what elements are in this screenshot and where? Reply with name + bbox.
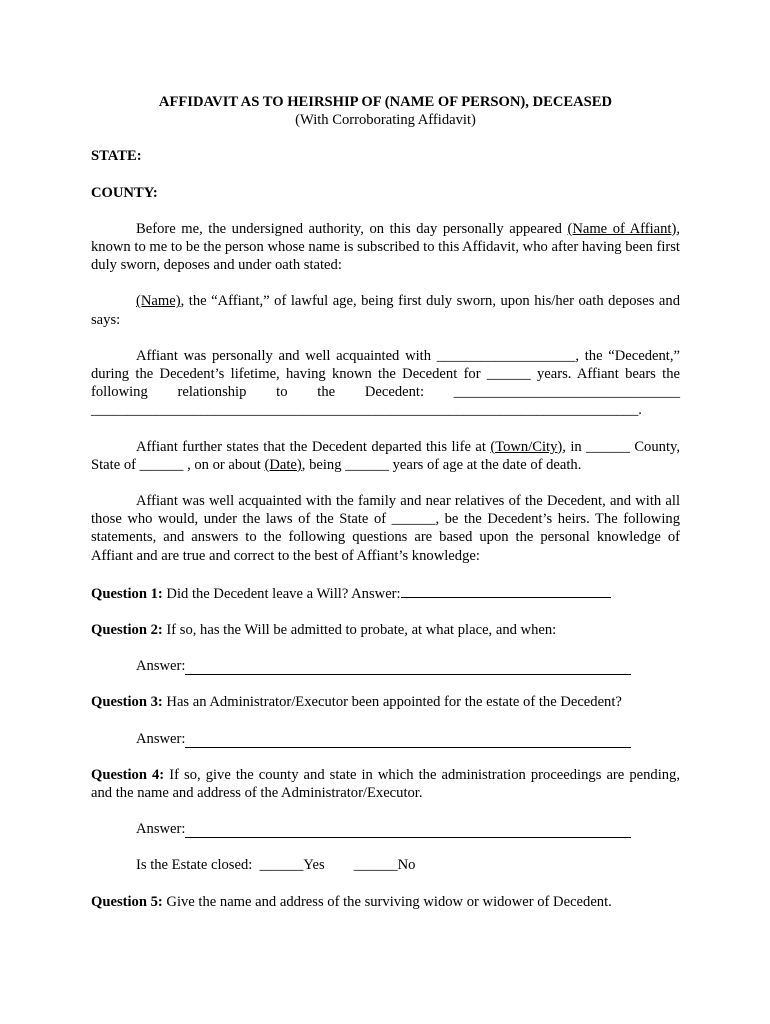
question-1 bbox=[91, 583, 680, 603]
p4-text-before: Affiant further states that the Decedent departed this life at bbox=[136, 438, 491, 455]
question-2-text: If so, has the Will be admitted to probate, at what place, and when: bbox=[162, 622, 557, 639]
question-1-text: Did the Decedent leave a Will? Answer: bbox=[162, 585, 401, 602]
question-3-label: Question 3: bbox=[91, 694, 163, 711]
answer-3-line bbox=[185, 733, 631, 748]
paragraph-appearance bbox=[91, 220, 680, 275]
question-1-answer-line bbox=[401, 583, 611, 598]
document-subtitle: (With Corroborating Affidavit) bbox=[295, 112, 476, 129]
state-label: STATE: bbox=[91, 148, 142, 165]
question-4-label: Question 4: bbox=[91, 766, 165, 783]
question-4-text: If so, give the county and state in which the administration proceedings are pending, and the name and address of the Administrator/Executor. bbox=[91, 766, 680, 802]
paragraph-family-knowledge: Affiant was well acquainted with the family and near relatives of the Decedent, and with all those who would, under the laws of the State of ______, be the Decedent’s heirs. The following statements, and answers to the following questions are based upon the personal knowledge of Affiant and are true and correct to the best of Affiant’s knowledge: bbox=[91, 493, 680, 564]
question-3-text: Has an Administrator/Executor been appointed for the estate of the Decedent? bbox=[162, 694, 622, 711]
question-2 bbox=[91, 621, 680, 639]
paragraph-decedent-relationship: Affiant was personally and well acquainted with ___________________, the “Decedent,” during the Decedent’s lifetime, having known the Decedent for ______ years. Affiant bears the following relationship to the Decedent: _______________________________ ___________________________________________________________________________. bbox=[91, 347, 680, 419]
p4-text-after: , being ______ years of age at the date of death. bbox=[301, 456, 582, 473]
question-1-label: Question 1: bbox=[91, 585, 163, 602]
answer-3-label: Answer: bbox=[136, 730, 186, 747]
estate-closed-line: Is the Estate closed: ______Yes ______No bbox=[136, 857, 416, 874]
affiant-name-field: (Name) bbox=[136, 293, 181, 310]
answer-2-line bbox=[185, 660, 631, 675]
answer-4-label: Answer: bbox=[136, 821, 186, 838]
answer-3-row bbox=[91, 730, 680, 748]
name-of-affiant-field: (Name of Affiant) bbox=[567, 220, 677, 237]
p2-text-after: , the “Affiant,” of lawful age, being first duly sworn, upon his/her oath deposes and says: bbox=[91, 293, 680, 328]
answer-4-line bbox=[185, 823, 631, 838]
question-2-label: Question 2: bbox=[91, 622, 163, 639]
question-5-label: Question 5: bbox=[91, 893, 163, 910]
date-field: (Date) bbox=[264, 456, 302, 473]
document-title: AFFIDAVIT AS TO HEIRSHIP OF (NAME OF PERSON), DECEASED bbox=[158, 94, 613, 110]
question-5 bbox=[91, 893, 680, 911]
answer-4-row bbox=[91, 820, 680, 838]
question-4 bbox=[91, 766, 680, 802]
answer-2-label: Answer: bbox=[136, 658, 186, 675]
paragraph-death-details bbox=[91, 438, 680, 474]
question-3 bbox=[91, 693, 680, 711]
paragraph-affiant bbox=[91, 292, 680, 328]
question-5-text: Give the name and address of the surviving widow or widower of Decedent. bbox=[162, 893, 612, 910]
p4-text-middle: , in ______ County, State of ______ , on or about bbox=[91, 438, 680, 473]
p1-text-before: Before me, the undersigned authority, on this day personally appeared bbox=[136, 220, 568, 237]
answer-2-row bbox=[91, 657, 680, 675]
p1-text-after: , known to me to be the person whose name is subscribed to this Affidavit, who after having been first duly sworn, deposes and under oath stated: bbox=[91, 220, 681, 274]
document-page bbox=[91, 93, 680, 911]
town-city-field: (Town/City) bbox=[490, 438, 563, 455]
county-label: COUNTY: bbox=[91, 184, 158, 201]
